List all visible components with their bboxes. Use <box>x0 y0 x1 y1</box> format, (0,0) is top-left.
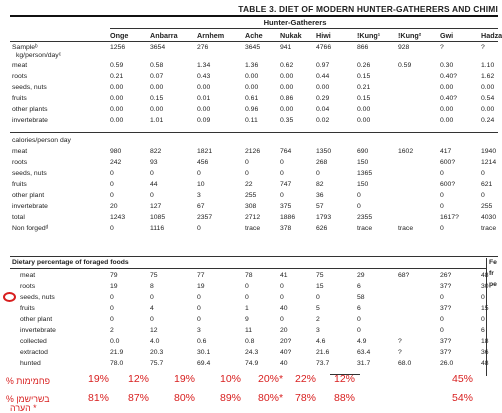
row-label: roots <box>20 283 36 290</box>
column-header: Ache <box>245 31 263 40</box>
column-header: Hadza <box>481 31 502 40</box>
header-rule <box>10 41 498 42</box>
table-cell: 0.04 <box>316 106 330 113</box>
column-header: Anbarra <box>150 31 178 40</box>
row-label: meat <box>12 62 28 69</box>
table-cell: ? <box>481 44 485 51</box>
table-cell: 0.00 <box>357 117 371 124</box>
table-cell: 1.10 <box>481 62 495 69</box>
table-cell: 9 <box>245 316 249 323</box>
table-cell: 0 <box>357 192 361 199</box>
table-cell: 78.0 <box>110 360 124 367</box>
table-cell: 690 <box>357 148 369 155</box>
row-label: invertebrate <box>12 117 48 124</box>
table-title: TABLE 3. DIET OF MODERN HUNTER-GATHERERS AND CHIMI <box>238 4 498 14</box>
table-cell: 1243 <box>110 214 126 221</box>
row-label: other plants <box>12 106 48 113</box>
table-cell: 0.00 <box>150 106 164 113</box>
table-cell: 48 <box>481 272 489 279</box>
table-cell: ? <box>398 338 402 345</box>
table-cell: 0 <box>150 294 154 301</box>
table-cell: 822 <box>150 148 162 155</box>
table-cell: 1214 <box>481 159 497 166</box>
table-cell: 69.4 <box>197 360 211 367</box>
table-cell: 242 <box>110 159 122 166</box>
column-header: Gwi <box>440 31 454 40</box>
table-cell: 0.15 <box>150 95 164 102</box>
table-cell: 44 <box>150 181 158 188</box>
row-label: seeds, nuts <box>12 170 47 177</box>
row-label: other plant <box>20 316 53 323</box>
title-rule <box>10 15 498 17</box>
table-cell: 6 <box>357 283 361 290</box>
table-cell: 417 <box>440 148 452 155</box>
section1-rule <box>10 132 498 133</box>
table-cell: 2712 <box>245 214 261 221</box>
annotation-value: 80% <box>174 392 196 404</box>
table-cell: 0.24 <box>481 117 495 124</box>
table-cell: 0 <box>481 192 485 199</box>
table-cell: 0.00 <box>440 117 454 124</box>
table-cell: 93 <box>150 159 158 166</box>
table-cell: 20 <box>280 327 288 334</box>
table-cell: 1 <box>245 305 249 312</box>
table-cell: 0.00 <box>280 84 294 91</box>
row-label: seeds, nuts <box>12 84 47 91</box>
annotation-value: 89% <box>220 392 242 404</box>
table-cell: 127 <box>150 203 162 210</box>
annotation-label: בשרישמן % <box>6 394 50 404</box>
table-cell: 0.58 <box>150 62 164 69</box>
table-cell: 1617? <box>440 214 459 221</box>
table-cell: 0 <box>197 294 201 301</box>
table-cell: 0 <box>245 294 249 301</box>
table-cell: 0.00 <box>197 84 211 91</box>
table-cell: 8 <box>150 283 154 290</box>
annotation-value: 22% <box>295 373 317 385</box>
table-cell: 1821 <box>197 148 213 155</box>
table-cell: trace <box>357 225 373 232</box>
table-cell: 0.07 <box>150 73 164 80</box>
table-cell: 0 <box>150 170 154 177</box>
table-cell: 0.02 <box>316 117 330 124</box>
annotation-value: 87% <box>128 392 150 404</box>
table-cell: trace <box>481 225 497 232</box>
table-cell: 2 <box>316 316 320 323</box>
annotation-value: 10% <box>220 373 242 385</box>
table-cell: 456 <box>197 159 209 166</box>
row-label: hunted <box>20 360 41 367</box>
table-cell: 37? <box>440 305 452 312</box>
table-cell: 0.15 <box>357 95 371 102</box>
table-cell: 0 <box>110 225 114 232</box>
table-cell: ? <box>440 44 444 51</box>
table-cell: 58 <box>357 294 365 301</box>
table-cell: 30 <box>481 283 489 290</box>
table-cell: 0 <box>150 192 154 199</box>
table-cell: 0 <box>110 294 114 301</box>
table-cell: 3 <box>197 192 201 199</box>
table-cell: 11 <box>245 327 253 334</box>
row-label: meat <box>12 148 28 155</box>
table-cell: 0.00 <box>316 84 330 91</box>
table-cell: 3 <box>197 327 201 334</box>
table-cell: 48 <box>481 360 489 367</box>
row-label: fruits <box>12 181 27 188</box>
table-cell: 10 <box>197 181 205 188</box>
table-cell: 1886 <box>280 214 296 221</box>
table-cell: 19 <box>110 283 118 290</box>
table-cell: 5 <box>316 305 320 312</box>
table-cell: 150 <box>357 159 369 166</box>
table-cell: ? <box>398 349 402 356</box>
table-cell: 0 <box>440 294 444 301</box>
row-label: fruits <box>12 95 27 102</box>
table-cell: 3645 <box>245 44 261 51</box>
table-cell: 68? <box>398 272 410 279</box>
table-cell: 2 <box>110 327 114 334</box>
table-cell: 0.00 <box>110 117 124 124</box>
table-cell: 0 <box>197 170 201 177</box>
table-cell: 26.0 <box>440 360 454 367</box>
group-rule <box>110 28 498 29</box>
table-cell: 0.8 <box>245 338 255 345</box>
section3-header-rule <box>10 268 486 269</box>
table-cell: 26? <box>440 272 452 279</box>
row-label: invertebrate <box>12 203 48 210</box>
table-cell: 0.00 <box>110 95 124 102</box>
table-cell: 0.59 <box>110 62 124 69</box>
table-cell: 0 <box>316 170 320 177</box>
table-cell: 0.00 <box>357 106 371 113</box>
table-cell: 1793 <box>316 214 332 221</box>
table-cell: 0.00 <box>481 106 495 113</box>
table-cell: 0 <box>440 203 444 210</box>
sample-label: Sampleᵇ <box>12 44 38 51</box>
table-cell: 0.00 <box>280 106 294 113</box>
table-cell: 4 <box>150 305 154 312</box>
table-cell: 40? <box>280 349 292 356</box>
table-cell: 36 <box>316 192 324 199</box>
table-cell: 4.0 <box>150 338 160 345</box>
annotation-value: 54% <box>452 392 474 404</box>
annotation-value: 88% <box>334 392 356 404</box>
column-header: Arnhem <box>197 31 225 40</box>
row-label: Non forgedᵈ <box>12 225 49 232</box>
table-cell: 866 <box>357 44 369 51</box>
table-cell: 0 <box>245 170 249 177</box>
table-cell: 0 <box>110 170 114 177</box>
table-cell: 276 <box>197 44 209 51</box>
table-cell: 0.59 <box>398 62 412 69</box>
table-cell: 0 <box>245 283 249 290</box>
table-cell: 0 <box>481 170 485 177</box>
table-cell: 75 <box>150 272 158 279</box>
table-cell: 621 <box>481 181 493 188</box>
table-cell: 1085 <box>150 214 166 221</box>
table-cell: 6 <box>357 305 361 312</box>
section-heading: calories/person day <box>12 137 71 144</box>
table-cell: 0.09 <box>197 117 211 124</box>
table-cell: 12 <box>150 327 158 334</box>
table-cell: 0.00 <box>440 84 454 91</box>
table-cell: 4.6 <box>316 338 326 345</box>
table-cell: 0.54 <box>481 95 495 102</box>
table-cell: trace <box>398 225 414 232</box>
table-cell: trace <box>245 225 261 232</box>
table-cell: 20 <box>110 203 118 210</box>
table-cell: 308 <box>245 203 257 210</box>
table-cell: 74.9 <box>245 360 259 367</box>
table-cell: 0.00 <box>245 84 259 91</box>
table-cell: 4766 <box>316 44 332 51</box>
table-cell: 255 <box>481 203 493 210</box>
table-cell: 0.01 <box>197 95 211 102</box>
table-cell: 0 <box>440 192 444 199</box>
table-cell: 0.15 <box>357 73 371 80</box>
table-cell: 57 <box>316 203 324 210</box>
table-cell: 600? <box>440 181 456 188</box>
table-cell: 37? <box>440 283 452 290</box>
table-cell: 0.43 <box>197 73 211 80</box>
table-cell: 2357 <box>197 214 213 221</box>
table-cell: 0.00 <box>150 84 164 91</box>
table-cell: 600? <box>440 159 456 166</box>
table-cell: 0.97 <box>316 62 330 69</box>
table-cell: 747 <box>280 181 292 188</box>
table-cell: 1.01 <box>150 117 164 124</box>
row-label: fruits <box>20 305 35 312</box>
table-cell: 0 <box>280 283 284 290</box>
annotation-value: 81% <box>88 392 110 404</box>
table-cell: 19 <box>197 283 205 290</box>
table-cell: 980 <box>110 148 122 155</box>
table-cell: 63.4 <box>357 349 371 356</box>
annotation-value: 12% <box>128 373 150 385</box>
table-cell: 0.0 <box>110 338 120 345</box>
table-cell: 0.86 <box>280 95 294 102</box>
table-cell: 0 <box>110 181 114 188</box>
table-cell: 0.11 <box>245 117 258 124</box>
table-cell: 79 <box>110 272 118 279</box>
annotation-value: 12% <box>334 373 356 385</box>
table-cell: 255 <box>245 192 257 199</box>
table-cell: 2126 <box>245 148 261 155</box>
annotation-value: 19% <box>88 373 110 385</box>
annotation-value: 20%* <box>258 373 284 385</box>
section2-rule <box>10 256 498 257</box>
table-cell: 78 <box>245 272 253 279</box>
table-cell: 40 <box>280 305 288 312</box>
table-cell: 1350 <box>316 148 332 155</box>
table-cell: 0 <box>280 192 284 199</box>
table-cell: 0.61 <box>245 95 259 102</box>
table-cell: 0.00 <box>197 106 211 113</box>
table-cell: 18 <box>481 338 489 345</box>
table-cell: 0 <box>440 170 444 177</box>
group-heading: Hunter-Gatherers <box>263 18 327 27</box>
table-cell: 20? <box>280 338 292 345</box>
table-cell: 0 <box>280 316 284 323</box>
table-cell: 928 <box>398 44 410 51</box>
table-cell: 0 <box>280 170 284 177</box>
table-cell: 15 <box>481 305 489 312</box>
table-cell: 0.40? <box>440 95 458 102</box>
table-cell: 0.00 <box>280 73 294 80</box>
table-cell: 21.6 <box>316 349 330 356</box>
table-cell: 21.9 <box>110 349 124 356</box>
table-cell: 0 <box>150 316 154 323</box>
table-cell: 375 <box>280 203 292 210</box>
table-cell: 0 <box>110 305 114 312</box>
table-cell: 30.1 <box>197 349 211 356</box>
table-cell: 0.35 <box>280 117 294 124</box>
table-cell: 0 <box>110 192 114 199</box>
table-cell: 268 <box>316 159 328 166</box>
table-cell: 0.00 <box>440 106 454 113</box>
table-cell: 3654 <box>150 44 166 51</box>
column-header: Onge <box>110 31 129 40</box>
table-cell: 0 <box>481 316 485 323</box>
side-heading: fr <box>489 270 494 277</box>
table-cell: 0 <box>245 159 249 166</box>
fruits-circle-annotation <box>3 292 16 302</box>
table-cell: 1365 <box>357 170 373 177</box>
row-label: roots <box>12 73 28 80</box>
table-cell: 0.21 <box>357 84 371 91</box>
annotation-value: 19% <box>174 373 196 385</box>
row-label: collected <box>20 338 47 345</box>
table-cell: 22 <box>245 181 253 188</box>
unit-label: kg/person/dayᶜ <box>16 52 62 59</box>
row-label: invertebrate <box>20 327 56 334</box>
table-cell: 40 <box>280 360 288 367</box>
table-cell: 150 <box>357 181 369 188</box>
table-cell: 1116 <box>150 225 165 232</box>
table-cell: 1.62 <box>481 73 495 80</box>
table-cell: 0 <box>357 316 361 323</box>
row-label: extractod <box>20 349 48 356</box>
table-cell: 0 <box>110 316 114 323</box>
table-cell: 0.96 <box>245 106 259 113</box>
table-cell: 941 <box>280 44 292 51</box>
table-cell: 0 <box>197 316 201 323</box>
table-cell: 0.30 <box>440 62 454 69</box>
table-cell: 378 <box>280 225 292 232</box>
column-header: Nukak <box>280 31 302 40</box>
table-cell: 4030 <box>481 214 497 221</box>
side-heading: pe <box>489 281 497 288</box>
table-cell: 0.00 <box>481 84 495 91</box>
column-header: Hiwi <box>316 31 331 40</box>
table-cell: 67 <box>197 203 205 210</box>
table-cell: 2355 <box>357 214 373 221</box>
table-cell: 0 <box>357 327 361 334</box>
column-header: !Kung² <box>398 31 422 40</box>
table-cell: 15 <box>316 283 324 290</box>
annotation-label: פחמימות % <box>6 376 50 386</box>
table-cell: 75 <box>316 272 324 279</box>
row-label: meat <box>20 272 36 279</box>
table-cell: 0 <box>316 294 320 301</box>
table-cell: 41 <box>280 272 288 279</box>
row-label: other plant <box>12 192 45 199</box>
table-cell: 1256 <box>110 44 126 51</box>
row-label: roots <box>12 159 28 166</box>
table-cell: 4.9 <box>357 338 367 345</box>
table-cell: 0.00 <box>110 84 124 91</box>
table-cell: 0 <box>280 159 284 166</box>
table-cell: 0 <box>440 225 444 232</box>
annotation-value: 78% <box>295 392 317 404</box>
table-cell: 0.44 <box>316 73 330 80</box>
table-cell: 0.00 <box>245 73 259 80</box>
row-label: seeds, nuts <box>20 294 55 301</box>
table-cell: 0.26 <box>357 62 371 69</box>
table-cell: 68.0 <box>398 360 412 367</box>
table-cell: 31.7 <box>357 360 371 367</box>
annotation-value: 80%* <box>258 392 284 404</box>
table-cell: 1602 <box>398 148 414 155</box>
table-cell: 0 <box>357 203 361 210</box>
table-cell: 20.3 <box>150 349 164 356</box>
table-cell: 626 <box>316 225 328 232</box>
table-cell: 29 <box>357 272 365 279</box>
annotation-value: 45% <box>452 373 474 385</box>
table-cell: 75.7 <box>150 360 164 367</box>
table-cell: 6 <box>481 327 485 334</box>
table-cell: 0.40? <box>440 73 458 80</box>
table-cell: 36 <box>481 349 489 356</box>
table-cell: 1940 <box>481 148 497 155</box>
table-cell: 0 <box>197 225 201 232</box>
table-cell: 0.29 <box>316 95 330 102</box>
table-cell: 24.3 <box>245 349 259 356</box>
table-cell: 82 <box>316 181 324 188</box>
side-heading: Fe <box>489 259 497 266</box>
table-cell: 1.34 <box>197 62 211 69</box>
table-cell: 0 <box>440 316 444 323</box>
table-cell: 0.62 <box>280 62 294 69</box>
table-cell: 77 <box>197 272 205 279</box>
column-header: !Kung¹ <box>357 31 381 40</box>
table-cell: 0.6 <box>197 338 207 345</box>
row-label: total <box>12 214 25 221</box>
annotation-note: * הערה <box>10 403 37 413</box>
table-cell: 0 <box>280 294 284 301</box>
table-cell: 1.36 <box>245 62 259 69</box>
table-cell: 0.21 <box>110 73 124 80</box>
table-cell: 0.00 <box>110 106 124 113</box>
table-cell: 0 <box>481 294 485 301</box>
table-cell: 764 <box>280 148 292 155</box>
table-cell: 37? <box>440 338 452 345</box>
table-cell: 3 <box>316 327 320 334</box>
table-cell: 73.7 <box>316 360 330 367</box>
section-heading: Dietary percentage of foraged foods <box>12 259 129 266</box>
table-cell: 0 <box>197 305 201 312</box>
table-cell: 0 <box>440 327 444 334</box>
table-cell: 37? <box>440 349 452 356</box>
